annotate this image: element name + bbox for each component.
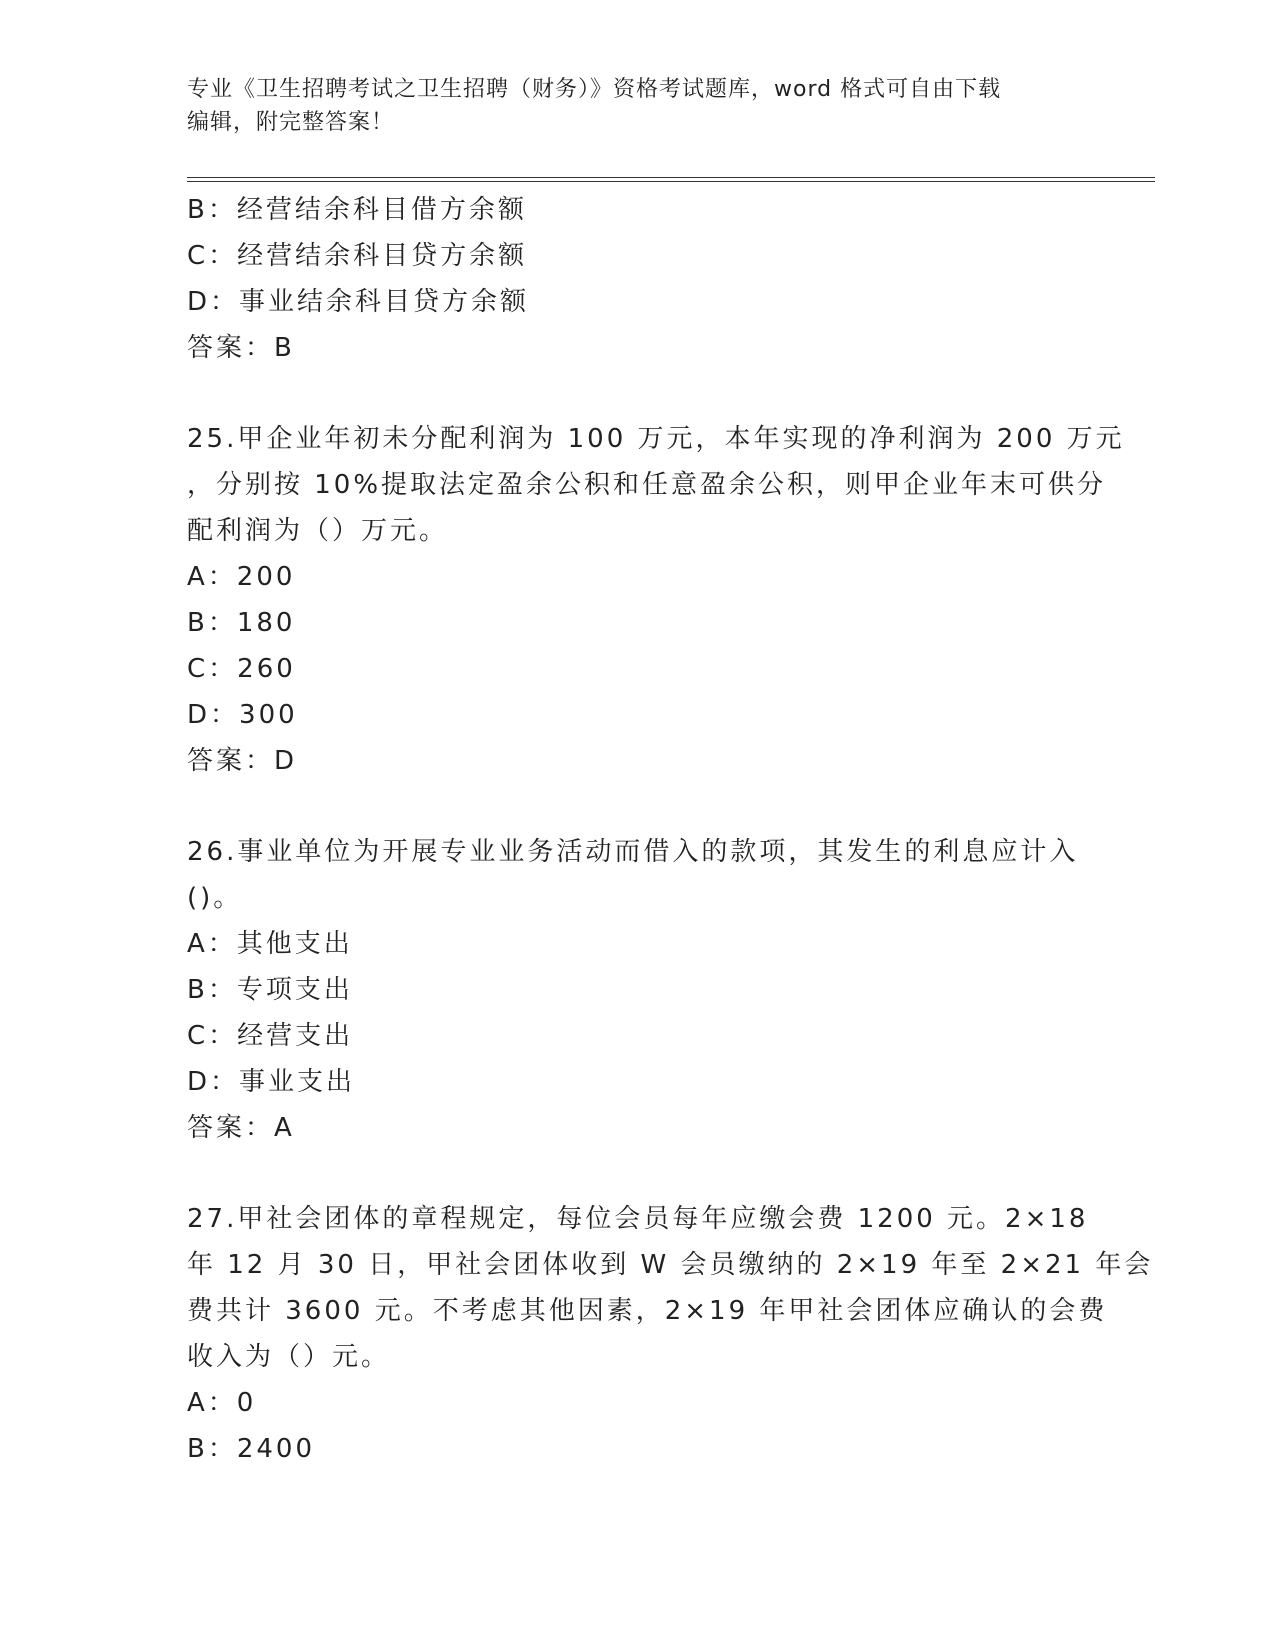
option-c: C：经营结余科目贷方余额 bbox=[187, 241, 528, 271]
question-text-line: ()。 bbox=[187, 883, 243, 913]
option-b: B：经营结余科目借方余额 bbox=[187, 195, 527, 225]
question-text-line: 25.甲企业年初未分配利润为 100 万元，本年实现的净利润为 200 万元 bbox=[187, 424, 1125, 454]
header-line-2: 编辑，附完整答案！ bbox=[187, 110, 395, 135]
option-d: D：300 bbox=[187, 700, 298, 730]
answer: 答案：D bbox=[187, 746, 298, 776]
header-divider-top bbox=[187, 177, 1155, 178]
previous-question-tail bbox=[187, 187, 1087, 371]
question-text-line: 27.甲社会团体的章程规定，每位会员每年应缴会费 1200 元。2×18 bbox=[187, 1204, 1089, 1234]
question-text-line: 年 12 月 30 日，甲社会团体收到 W 会员缴纳的 2×19 年至 2×21 年会 bbox=[187, 1250, 1154, 1280]
question-text-line: ，分别按 10%提取法定盈余公积和任意盈余公积，则甲企业年末可供分 bbox=[187, 470, 1107, 500]
option-c: C：260 bbox=[187, 654, 296, 684]
question-text-line: 配利润为（）万元。 bbox=[187, 516, 449, 546]
option-a: A：其他支出 bbox=[187, 929, 353, 959]
option-b: B：专项支出 bbox=[187, 975, 353, 1005]
question-25 bbox=[187, 416, 1125, 784]
question-text-line: 费共计 3600 元。不考虑其他因素，2×19 年甲社会团体应确认的会费 bbox=[187, 1296, 1108, 1326]
option-a: A：0 bbox=[187, 1388, 257, 1418]
header-divider-bottom bbox=[187, 181, 1155, 182]
document-header bbox=[187, 73, 1067, 139]
question-27 bbox=[187, 1196, 1154, 1472]
header-line-1: 专业《卫生招聘考试之卫生招聘（财务）》资格考试题库，word 格式可自由下载 bbox=[187, 77, 1002, 102]
answer: 答案：A bbox=[187, 1113, 295, 1143]
option-d: D：事业结余科目贷方余额 bbox=[187, 287, 530, 317]
option-b: B：2400 bbox=[187, 1434, 316, 1464]
answer: 答案：B bbox=[187, 333, 295, 363]
question-26 bbox=[187, 829, 1087, 1151]
option-b: B：180 bbox=[187, 608, 296, 638]
question-text-line: 26.事业单位为开展专业业务活动而借入的款项，其发生的利息应计入 bbox=[187, 837, 1079, 867]
option-d: D：事业支出 bbox=[187, 1067, 356, 1097]
question-content bbox=[187, 187, 1154, 1472]
option-c: C：经营支出 bbox=[187, 1021, 354, 1051]
option-a: A：200 bbox=[187, 562, 296, 592]
question-text-line: 收入为（）元。 bbox=[187, 1342, 391, 1372]
